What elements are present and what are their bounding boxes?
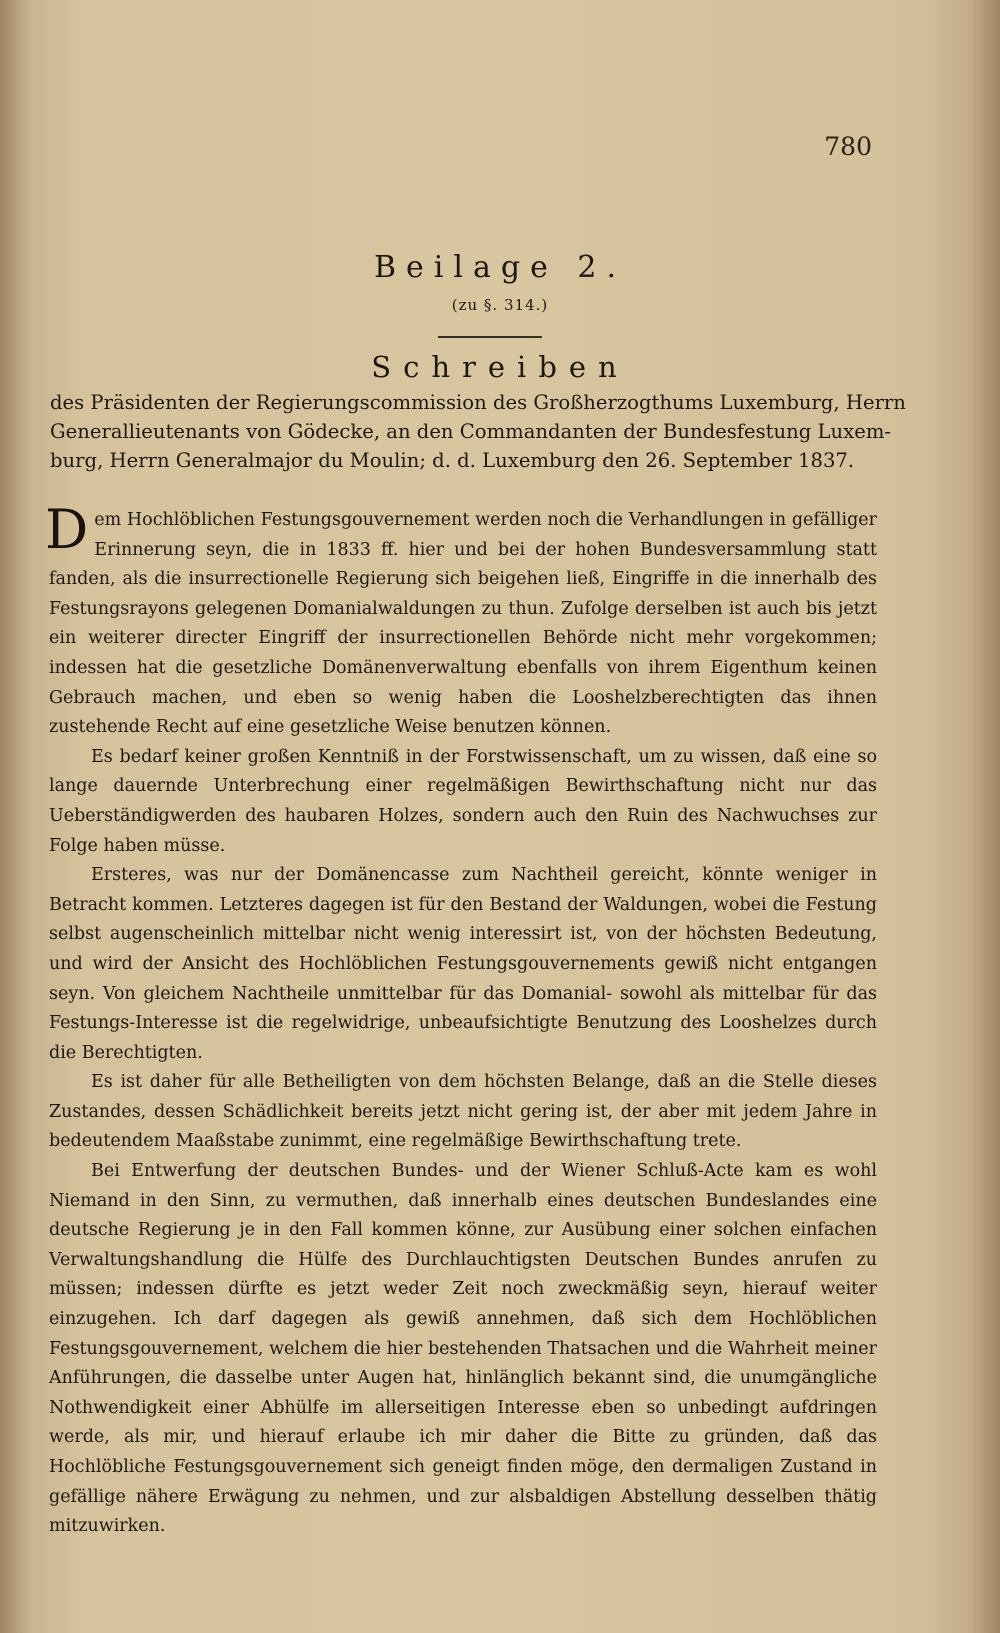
- section-reference: (zu §. 314.): [451, 296, 549, 314]
- title-divider: [438, 336, 542, 338]
- paragraph: [45, 498, 877, 743]
- paragraph: Es ist daher für alle Betheiligten von dem höchsten Belange, daß an die Stelle dieses Zustandes, dessen Schädlichkeit bereits jetzt nicht gering ist, der aber mit jedem Jahre in bedeutendem Maaßstabe zunimmt, eine regelmäßige Bewirthschaftung trete.: [49, 1072, 877, 1152]
- paragraph: Bei Entwerfung der deutschen Bundes- und der Wiener Schluß-Acte kam es wohl Niemand in den Sinn, zu vermuthen, daß innerhalb eines deutschen Bundeslandes eine deutsche Regierung je in den Fall kommen könne, zur Ausübung einer solchen einfachen Verwaltungshandlung die Hülfe des Durchlauchtigsten Deutschen Bundes anrufen zu müssen; indessen dürfte es jetzt weder Zeit noch zweckmäßig seyn, hierauf weiter einzugehen. Ich darf dagegen als gewiß annehmen, daß sich dem Hochlöblichen Festungsgouvernement, welchem die hier bestehenden Thatsachen und die Wahrheit meiner Anführungen, die dasselbe unter Augen hat, hinlänglich bekannt sind, die unumgängliche Nothwendigkeit einer Abhülfe im allerseitigen Interesse eben so unbedingt aufdringen werde, als mir, und hierauf erlaube ich mir daher die Bitte zu gründen, daß das Hochlöbliche Festungsgouvernement sich geneigt finden möge, den dermaligen Zustand in gefällige nähere Erwägung zu nehmen, und zur alsbaldigen Abstellung desselben thätig mitzuwirken.: [49, 1161, 877, 1537]
- paragraph: Ersteres, was nur der Domänencasse zum Nachtheil gereicht, könnte weniger in Betracht kommen. Letzteres dagegen ist für den Bestand der Waldungen, wobei die Festung selbst augenscheinlich mittelbar nicht wenig interessirt ist, von der höchsten Bedeutung, und wird der Ansicht des Hochlöblichen Festungsgouvernements gewiß nicht entgangen seyn. Von gleichem Nachtheile unmittelbar für das Domanial- sowohl als mittelbar für das Festungs-Interesse ist die regelwidrige, unbeaufsichtigte Benutzung des Looshelzes durch die Berechtigten.: [49, 865, 877, 1063]
- letter-header: [50, 388, 906, 475]
- header-line: burg, Herrn Generalmajor du Moulin; d. d. Luxemburg den 26. September 1837.: [50, 449, 855, 472]
- appendix-title: Beilage 2.: [374, 250, 626, 285]
- header-line: Generallieutenants von Gödecke, an den Commandanten der Bundesfestung Luxem-: [50, 420, 892, 443]
- drop-capital: D: [45, 498, 89, 561]
- page-number: 780: [824, 132, 872, 161]
- letter-body: [45, 498, 877, 1542]
- paragraph-text: em Hochlöblichen Festungsgouvernement werden noch die Verhandlungen in gefälliger Erinnerung seyn, die in 1833 ff. hier und bei der hohen Bundesversammlung statt fanden, als die insurrectionelle Regierung sich beigehen ließ, Eingriffe in die innerhalb des Festungsrayons gelegenen Domanialwaldungen zu thun. Zufolge derselben ist auch bis jetzt ein weiterer directer Eingriff der insurrectionellen Behörde nicht mehr vorgekommen; indessen hat die gesetzliche Domänenverwaltung ebenfalls von ihrem Eigenthum keinen Gebrauch machen, und eben so wenig haben die Looshelzberechtigten das ihnen zustehende Recht auf eine gesetzliche Weise benutzen können.: [49, 510, 877, 738]
- header-line: des Präsidenten der Regierungscommission des Großherzogthums Luxemburg, Herrn: [50, 391, 906, 414]
- paragraph: Es bedarf keiner großen Kenntniß in der Forstwissenschaft, um zu wissen, daß eine so lange dauernde Unterbrechung einer regelmäßigen Bewirthschaftung nicht nur das Ueberständigwerden des haubaren Holzes, sondern auch den Ruin des Nachwuchses zur Folge haben müsse.: [49, 746, 877, 856]
- letter-title: Schreiben: [371, 350, 629, 384]
